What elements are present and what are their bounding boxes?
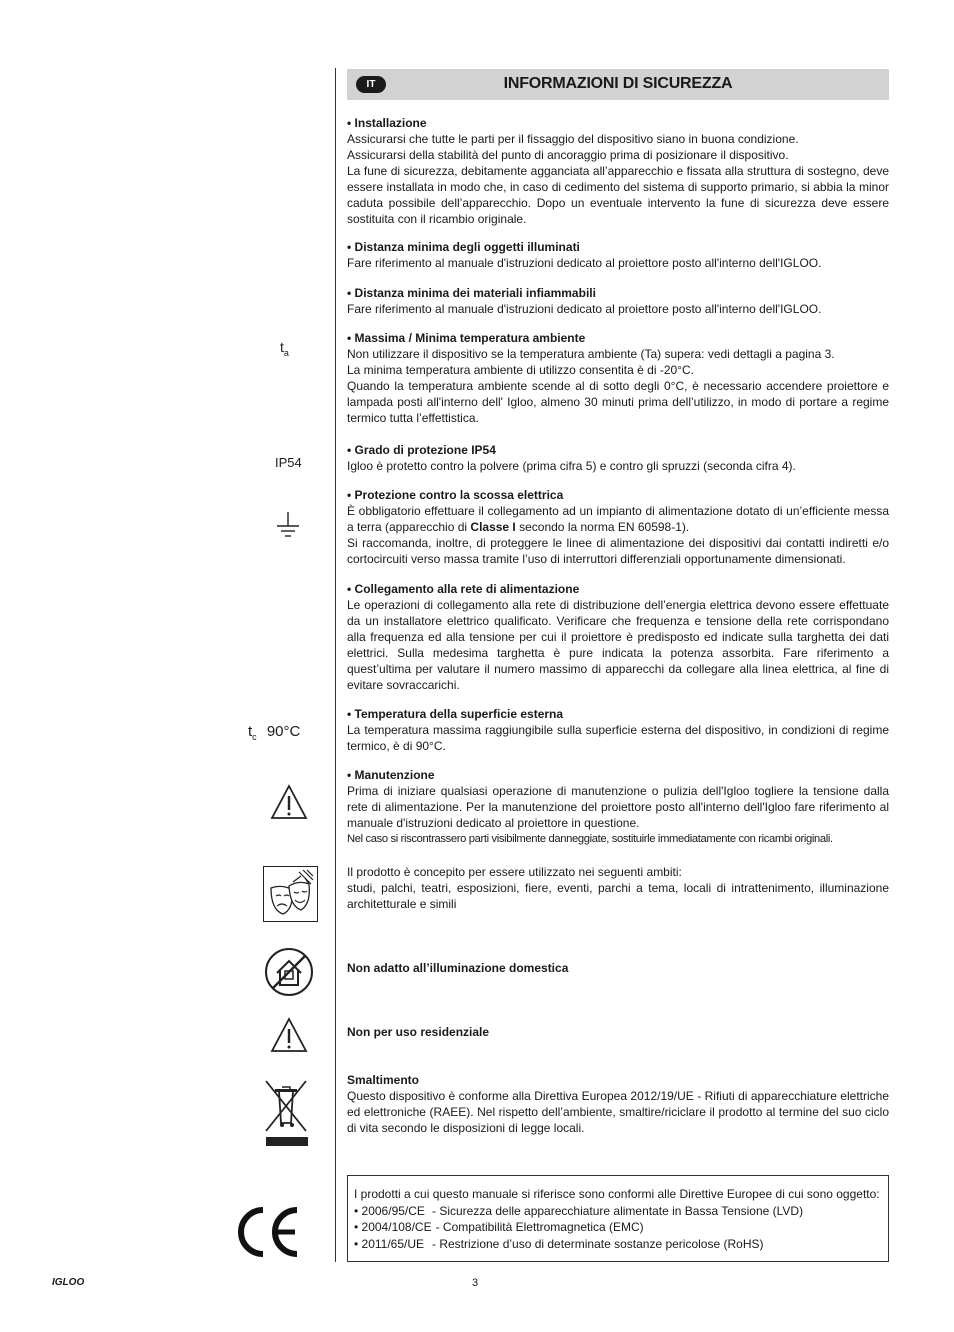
ambient-temperature-line: La minima temperatura ambiente di utilizzo consentita è di -20°C. <box>347 363 694 377</box>
ta-symbol: t <box>280 339 284 355</box>
margin-rule <box>335 68 336 1262</box>
ip-rating-label: IP54 <box>275 455 302 470</box>
min-distance-materials-section <box>347 285 889 317</box>
directive-code: • 2004/108/CE <box>354 1220 432 1234</box>
power-connection-section <box>347 581 889 693</box>
installation-section <box>347 115 889 227</box>
min-distance-objects-text: Fare riferimento al manuale d'istruzioni dedicato al proiettore posto all'interno dell'IGLOO. <box>347 256 822 270</box>
protection-rating-section <box>347 442 889 474</box>
min-distance-materials-text: Fare riferimento al manuale d'istruzioni dedicato al proiettore posto all'interno dell'IGLOO. <box>347 302 822 316</box>
directive-item <box>354 1236 880 1253</box>
conformity-box <box>347 1175 889 1262</box>
surface-temperature-text: La temperatura massima raggiungibile sulla superficie esterna del dispositivo, in condizioni di regime termico, è di 90°C. <box>347 723 889 753</box>
language-badge: IT <box>356 76 386 93</box>
conformity-intro: I prodotti a cui questo manuale si riferisce sono conformi alle Direttive Europee di cui sono oggetto: <box>354 1187 880 1201</box>
disposal-heading: Smaltimento <box>347 1073 420 1087</box>
disposal-section <box>347 1072 889 1136</box>
warning-triangle-icon <box>270 1017 308 1053</box>
surface-temperature-section <box>347 706 889 754</box>
ce-mark-icon <box>235 1206 301 1258</box>
electric-shock-text-b: secondo la norma EN 60598-1). <box>515 520 690 534</box>
no-domestic-use-icon <box>264 947 314 997</box>
usage-scope-section <box>347 864 889 912</box>
directive-code: • 2006/95/CE <box>354 1203 425 1218</box>
ambient-temperature-line: Non utilizzare il dispositivo se la temperatura ambiente (Ta) supera: vedi dettagli a pagina 3. <box>347 347 835 361</box>
page-number: 3 <box>472 1277 479 1289</box>
protection-rating-text: Igloo è protetto contro la polvere (prima cifra 5) e contro gli spruzzi (seconda cifra 4). <box>347 459 796 473</box>
not-residential-text: Non per uso residenziale <box>347 1025 490 1039</box>
power-connection-text: Le operazioni di collegamento alla rete di distribuzione dell’energia elettrica devono essere effettuate da un installatore elettrico qualificato. Verificare che frequenza e tensione della rete corrispondano alla frequenza ed alla tensione per cui il proiettore è predisposto ed indicate sulla targhetta dei dati elettrici. Sulla medesima targhetta è pure indicata la potenza assorbita. Fare riferimento a quest’ultima per valutare il numero massimo di apparecchi da collegare alla linea elettrica, al fine di evitare sovraccarichi. <box>347 598 889 692</box>
tc-value: 90°C <box>266 723 301 740</box>
maintenance-text: Prima di iniziare qualsiasi operazione di manutenzione o pulizia dell'Igloo togliere la tensione dalla rete di alimentazione. Per la manutenzione del proiettore posto all'interno dell'Igloo fare riferimento al manuale d'istruzioni dedicato al proiettore in questione. <box>347 784 889 830</box>
ta-subscript: a <box>283 347 289 358</box>
directive-item <box>354 1203 880 1220</box>
usage-scope-line: Il prodotto è concepito per essere utilizzato nei seguenti ambiti: <box>347 865 682 879</box>
surface-temperature-symbol <box>248 723 300 742</box>
class-label: Classe I <box>470 520 516 534</box>
maintenance-note: Nel caso si riscontrassero parti visibilmente danneggiate, sostituirle immediatamente con ricambi originali. <box>347 833 833 845</box>
electric-shock-text-a: È obbligatorio effettuare il collegamento ad un impianto di alimentazione dotato di un’efficiente messa a terra (apparecchio di <box>347 504 889 534</box>
installation-paragraph: La fune di sicurezza, debitamente agganciata all’apparecchio e fissata alla struttura di sostegno, deve essere installata in modo che, in caso di cedimento del sistema di supporto primario, si abbia la minor caduta possibile dell’apparecchio. Dopo un eventuale intervento la fune di sicurezza deve essere sostituita con il ricambio originale. <box>347 164 889 226</box>
directive-desc: - Restrizione d’uso di determinate sostanze pericolose (RoHS) <box>432 1236 764 1251</box>
min-distance-objects-heading: • Distanza minima degli oggetti illuminati <box>347 240 580 254</box>
ambient-temperature-section <box>347 330 889 426</box>
tc-symbol: t <box>248 723 253 740</box>
conformity-content <box>354 1186 880 1252</box>
installation-heading: • Installazione <box>347 116 427 130</box>
disposal-text: Questo dispositivo è conforme alla Direttiva Europea 2012/19/UE - Rifiuti di apparecchiature elettriche ed elettroniche (RAEE). Nel rispetto dell’ambiente, smaltire/riciclare il prodotto al termine del suo ciclo di vita secondo le disposizioni di legge locali. <box>347 1089 889 1135</box>
installation-line: Assicurarsi della stabilità del punto di ancoraggio prima di posizionare il dispositivo. <box>347 148 789 162</box>
min-distance-objects-section <box>347 239 889 271</box>
electric-shock-heading: • Protezione contro la scossa elettrica <box>347 488 564 502</box>
directive-desc: - Sicurezza delle apparecchiature alimentate in Bassa Tensione (LVD) <box>432 1203 804 1218</box>
footer-brand: IGLOO <box>52 1277 85 1288</box>
not-domestic-text: Non adatto all’illuminazione domestica <box>347 961 569 975</box>
earth-ground-icon <box>276 512 300 540</box>
maintenance-heading: • Manutenzione <box>347 768 435 782</box>
ambient-temperature-paragraph: Quando la temperatura ambiente scende al di sotto degli 0°C, è necessario accendere proiettore e lampada posti all'interno dell' Igloo, almeno 30 minuti prima dell’utilizzo, in modo di portare a regime termico tutta l’effettistica. <box>347 379 889 425</box>
protection-rating-heading: • Grado di protezione IP54 <box>347 443 496 457</box>
usage-scope-text: studi, palchi, teatri, esposizioni, fiere, eventi, parchi a tema, locali di intrattenimento, illuminazione architetturale e simili <box>347 881 889 911</box>
directive-desc: - Compatibilità Elettromagnetica (EMC) <box>435 1220 644 1234</box>
maintenance-section <box>347 767 889 847</box>
page-title: INFORMAZIONI DI SICUREZZA <box>503 75 733 92</box>
ambient-temperature-heading: • Massima / Minima temperatura ambiente <box>347 331 586 345</box>
section-header <box>347 69 889 100</box>
installation-line: Assicurarsi che tutte le parti per il fissaggio del dispositivo siano in buona condizione. <box>347 132 799 146</box>
warning-triangle-icon <box>270 784 308 820</box>
weee-crossed-bin-icon <box>262 1077 310 1149</box>
ambient-temperature-symbol <box>280 339 289 358</box>
theatre-masks-icon <box>263 866 318 922</box>
directive-code: • 2011/65/UE <box>354 1236 425 1251</box>
directive-item <box>354 1219 880 1236</box>
min-distance-materials-heading: • Distanza minima dei materiali infiammabili <box>347 286 596 300</box>
power-connection-heading: • Collegamento alla rete di alimentazione <box>347 582 580 596</box>
tc-subscript: c <box>252 732 257 742</box>
electric-shock-paragraph: Si raccomanda, inoltre, di proteggere le linee di alimentazione dei dispositivi dai contatti indiretti e/o cortocircuiti verso massa tramite l’uso di interruttori differenziali opportunamente dimensionati. <box>347 536 889 566</box>
electric-shock-text <box>347 503 889 535</box>
electric-shock-section <box>347 487 889 567</box>
surface-temperature-heading: • Temperatura della superficie esterna <box>347 707 564 721</box>
